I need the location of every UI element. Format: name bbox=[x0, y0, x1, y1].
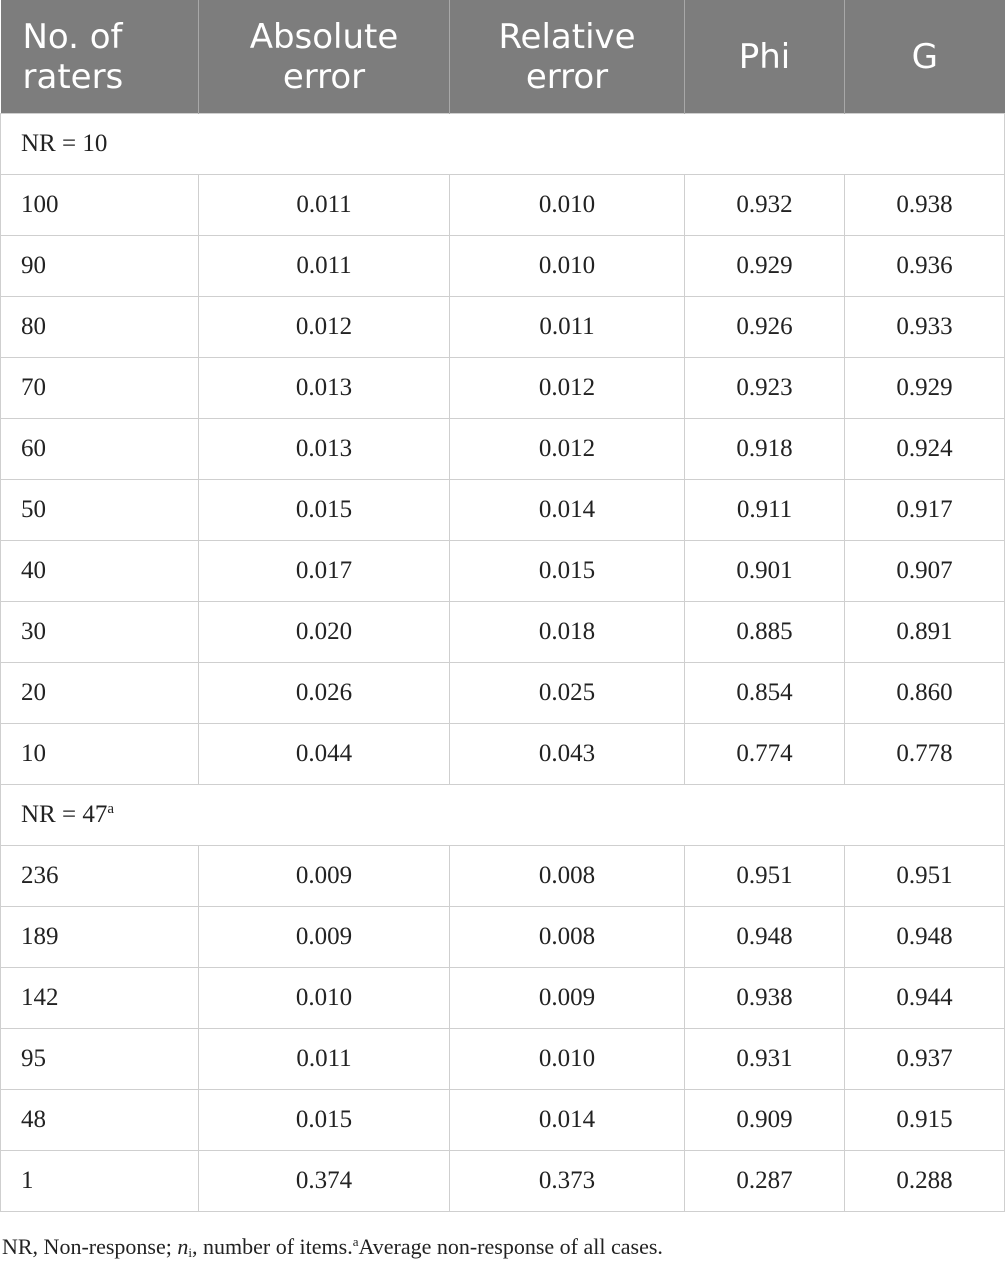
cell-g: 0.917 bbox=[845, 480, 1005, 541]
cell-g: 0.891 bbox=[845, 602, 1005, 663]
cell-g: 0.907 bbox=[845, 541, 1005, 602]
cell-phi: 0.929 bbox=[685, 236, 845, 297]
header-label-line2: raters bbox=[22, 56, 124, 97]
cell-raters: 142 bbox=[1, 968, 199, 1029]
cell-absolute-error: 0.011 bbox=[199, 1029, 450, 1090]
table-row bbox=[1, 846, 1005, 907]
footnote-text-3: Average non-response of all cases. bbox=[358, 1234, 663, 1259]
table-row bbox=[1, 236, 1005, 297]
cell-phi: 0.938 bbox=[685, 968, 845, 1029]
table-row bbox=[1, 907, 1005, 968]
cell-phi: 0.911 bbox=[685, 480, 845, 541]
header-g bbox=[845, 0, 1005, 114]
cell-absolute-error: 0.013 bbox=[199, 419, 450, 480]
cell-phi: 0.774 bbox=[685, 724, 845, 785]
cell-absolute-error: 0.012 bbox=[199, 297, 450, 358]
cell-relative-error: 0.043 bbox=[450, 724, 685, 785]
cell-raters: 95 bbox=[1, 1029, 199, 1090]
table-row bbox=[1, 175, 1005, 236]
footnote-text-1: NR, Non-response; bbox=[2, 1234, 178, 1259]
cell-g: 0.288 bbox=[845, 1151, 1005, 1212]
cell-g: 0.951 bbox=[845, 846, 1005, 907]
section-row-nr-47 bbox=[1, 785, 1005, 846]
cell-absolute-error: 0.010 bbox=[199, 968, 450, 1029]
header-label-line1: Relative bbox=[498, 16, 636, 57]
cell-g: 0.915 bbox=[845, 1090, 1005, 1151]
table-row bbox=[1, 724, 1005, 785]
cell-g: 0.948 bbox=[845, 907, 1005, 968]
table-row bbox=[1, 663, 1005, 724]
cell-absolute-error: 0.015 bbox=[199, 480, 450, 541]
cell-raters: 48 bbox=[1, 1090, 199, 1151]
cell-phi: 0.918 bbox=[685, 419, 845, 480]
cell-relative-error: 0.012 bbox=[450, 358, 685, 419]
table-footnote bbox=[2, 1234, 663, 1260]
cell-g: 0.924 bbox=[845, 419, 1005, 480]
cell-phi: 0.951 bbox=[685, 846, 845, 907]
footnote-text-2: , number of items. bbox=[192, 1234, 353, 1259]
cell-g: 0.933 bbox=[845, 297, 1005, 358]
cell-absolute-error: 0.009 bbox=[199, 907, 450, 968]
cell-phi: 0.885 bbox=[685, 602, 845, 663]
cell-phi: 0.287 bbox=[685, 1151, 845, 1212]
cell-raters: 50 bbox=[1, 480, 199, 541]
table-row bbox=[1, 968, 1005, 1029]
table-row bbox=[1, 541, 1005, 602]
header-phi bbox=[685, 0, 845, 114]
header-label-line2: error bbox=[282, 56, 366, 97]
header-label-line1: No. of bbox=[22, 16, 123, 57]
cell-relative-error: 0.012 bbox=[450, 419, 685, 480]
cell-raters: 60 bbox=[1, 419, 199, 480]
cell-phi: 0.901 bbox=[685, 541, 845, 602]
header-label-line1: Phi bbox=[738, 36, 791, 77]
cell-relative-error: 0.025 bbox=[450, 663, 685, 724]
cell-relative-error: 0.014 bbox=[450, 1090, 685, 1151]
cell-relative-error: 0.010 bbox=[450, 1029, 685, 1090]
table-row bbox=[1, 1151, 1005, 1212]
cell-raters: 40 bbox=[1, 541, 199, 602]
cell-raters: 189 bbox=[1, 907, 199, 968]
cell-relative-error: 0.015 bbox=[450, 541, 685, 602]
cell-g: 0.944 bbox=[845, 968, 1005, 1029]
footnote-superscript: a bbox=[352, 1234, 359, 1249]
section-row-nr-10 bbox=[1, 114, 1005, 175]
cell-raters: 20 bbox=[1, 663, 199, 724]
cell-absolute-error: 0.017 bbox=[199, 541, 450, 602]
table-row bbox=[1, 602, 1005, 663]
cell-raters: 90 bbox=[1, 236, 199, 297]
cell-absolute-error: 0.015 bbox=[199, 1090, 450, 1151]
header-absolute-error bbox=[199, 0, 450, 114]
table-body bbox=[1, 114, 1005, 1212]
cell-g: 0.778 bbox=[845, 724, 1005, 785]
cell-phi: 0.923 bbox=[685, 358, 845, 419]
footnote-ni-subscript: i bbox=[188, 1245, 192, 1260]
cell-absolute-error: 0.011 bbox=[199, 175, 450, 236]
cell-phi: 0.909 bbox=[685, 1090, 845, 1151]
table-header bbox=[1, 0, 1005, 114]
cell-absolute-error: 0.026 bbox=[199, 663, 450, 724]
section-label bbox=[1, 114, 1005, 175]
cell-relative-error: 0.008 bbox=[450, 846, 685, 907]
table-row bbox=[1, 297, 1005, 358]
cell-phi: 0.854 bbox=[685, 663, 845, 724]
header-relative-error bbox=[450, 0, 685, 114]
cell-phi: 0.932 bbox=[685, 175, 845, 236]
table-row bbox=[1, 480, 1005, 541]
table-row bbox=[1, 1029, 1005, 1090]
cell-raters: 10 bbox=[1, 724, 199, 785]
cell-relative-error: 0.014 bbox=[450, 480, 685, 541]
header-row bbox=[1, 0, 1005, 114]
header-label-line1: Absolute bbox=[249, 16, 399, 57]
section-label-superscript: a bbox=[107, 801, 114, 817]
cell-raters: 100 bbox=[1, 175, 199, 236]
cell-absolute-error: 0.011 bbox=[199, 236, 450, 297]
table-row bbox=[1, 358, 1005, 419]
cell-absolute-error: 0.044 bbox=[199, 724, 450, 785]
cell-absolute-error: 0.374 bbox=[199, 1151, 450, 1212]
cell-absolute-error: 0.013 bbox=[199, 358, 450, 419]
cell-g: 0.929 bbox=[845, 358, 1005, 419]
cell-relative-error: 0.010 bbox=[450, 175, 685, 236]
cell-raters: 30 bbox=[1, 602, 199, 663]
cell-phi: 0.948 bbox=[685, 907, 845, 968]
cell-raters: 70 bbox=[1, 358, 199, 419]
header-label-line1: G bbox=[911, 36, 938, 77]
table-row bbox=[1, 419, 1005, 480]
cell-relative-error: 0.008 bbox=[450, 907, 685, 968]
table-row bbox=[1, 1090, 1005, 1151]
cell-absolute-error: 0.020 bbox=[199, 602, 450, 663]
cell-g: 0.938 bbox=[845, 175, 1005, 236]
cell-relative-error: 0.373 bbox=[450, 1151, 685, 1212]
section-label-text: NR = 47 bbox=[21, 801, 108, 828]
cell-g: 0.860 bbox=[845, 663, 1005, 724]
header-no-of-raters bbox=[1, 0, 199, 114]
cell-raters: 236 bbox=[1, 846, 199, 907]
cell-absolute-error: 0.009 bbox=[199, 846, 450, 907]
cell-g: 0.937 bbox=[845, 1029, 1005, 1090]
cell-relative-error: 0.018 bbox=[450, 602, 685, 663]
cell-raters: 1 bbox=[1, 1151, 199, 1212]
header-label-line2: error bbox=[525, 56, 609, 97]
cell-raters: 80 bbox=[1, 297, 199, 358]
cell-relative-error: 0.009 bbox=[450, 968, 685, 1029]
section-label bbox=[1, 785, 1005, 846]
cell-phi: 0.926 bbox=[685, 297, 845, 358]
cell-relative-error: 0.011 bbox=[450, 297, 685, 358]
footnote-ni-variable: n bbox=[177, 1234, 189, 1259]
cell-g: 0.936 bbox=[845, 236, 1005, 297]
section-label-text: NR = 10 bbox=[21, 130, 108, 157]
cell-phi: 0.931 bbox=[685, 1029, 845, 1090]
cell-relative-error: 0.010 bbox=[450, 236, 685, 297]
